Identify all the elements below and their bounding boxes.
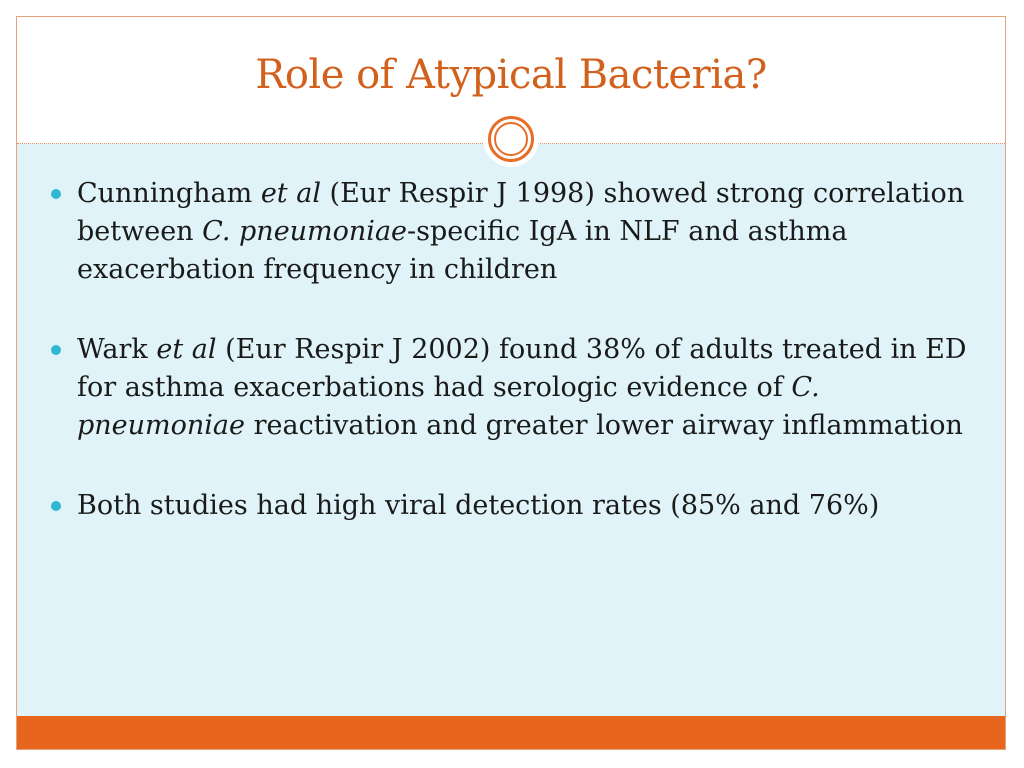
bullet-text-italic-run: et al [156,334,217,365]
bullet-text [77,490,879,521]
round-bullet-icon [51,189,61,199]
bullet-list [47,175,967,567]
bullet-text-run: Wark [77,334,157,365]
bullet-text-italic-run: C. pneumoniae [202,216,408,247]
bullet-text-run: reactivation and greater lower airway inflammation [245,410,963,441]
round-bullet-icon [51,345,61,355]
bullet-text-italic-run: C. pneumoniae [77,372,820,441]
bullet-text-italic-run: et al [260,178,321,209]
slide-title: Role of Atypical Bacteria? [255,52,767,98]
bullet-text-run: Cunningham [77,178,261,209]
bullet-text-run: -specific IgA in NLF and asthma exacerbation frequency in children [77,216,848,285]
bullet-item [47,487,967,525]
round-bullet-icon [51,501,61,511]
bullet-text [77,178,964,285]
bullet-item [47,331,967,445]
bullet-text [77,334,967,441]
double-ring-circle-icon [483,111,539,167]
bullet-text-run: (Eur Respir J 1998) showed strong correlation between [77,178,965,247]
ornament-inner-ring [494,122,528,156]
footer-accent-bar [17,716,1005,750]
slide [16,16,1006,750]
bullet-text-run: (Eur Respir J 2002) found 38% of adults treated in ED for asthma exacerbations had serologic evidence of [77,334,967,403]
bullet-item [47,175,967,289]
bullet-text-run: Both studies had high viral detection rates (85% and 76%) [77,490,880,521]
